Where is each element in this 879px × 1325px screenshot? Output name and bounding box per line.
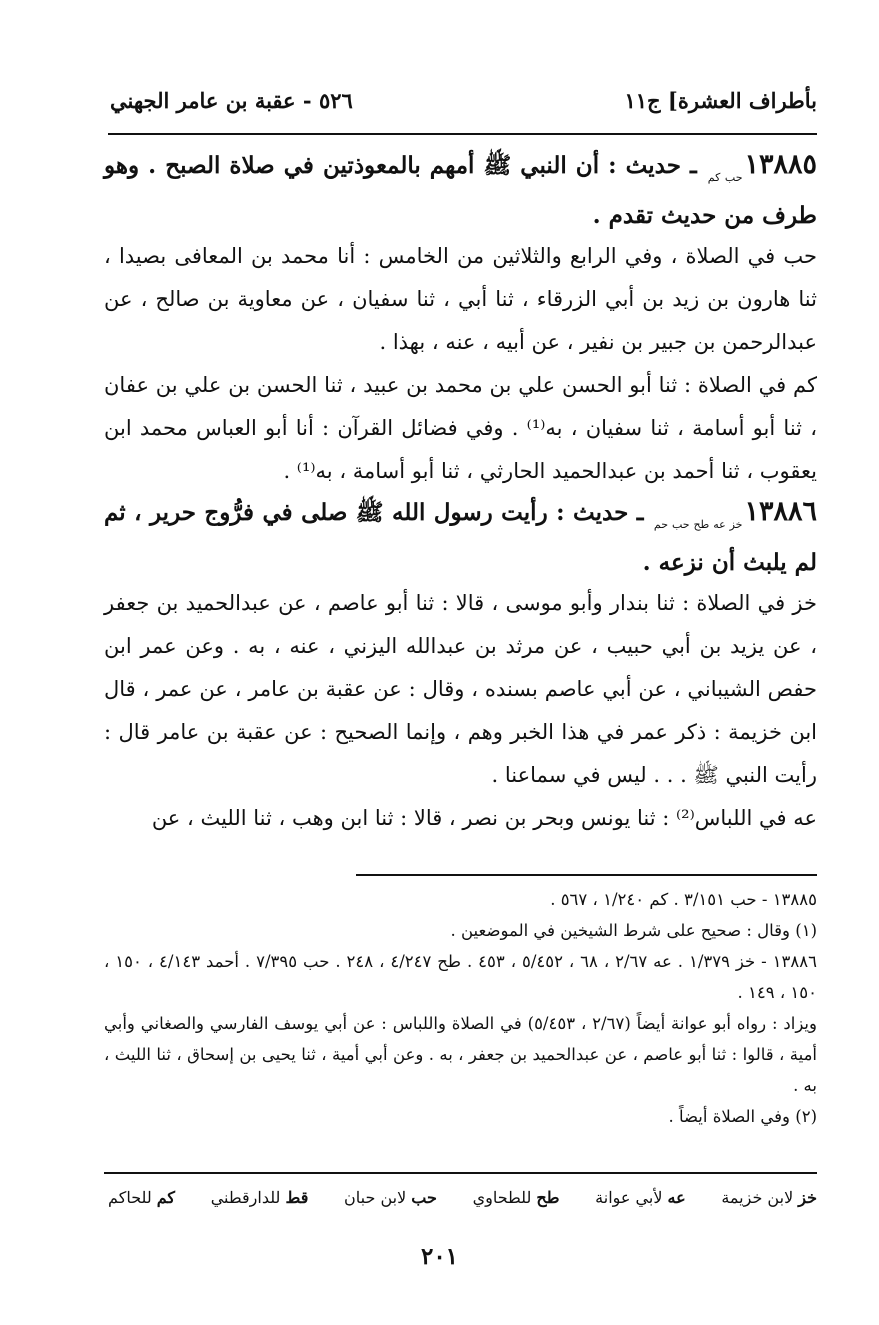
running-header-section: ٥٢٦ - عقبة بن عامر الجهني xyxy=(110,88,353,113)
hadith-text: ـ حديث : أن النبي ﷺ أمهم بالمعوذتين في صلاة الصبح . وهو طرف من حديث تقدم . xyxy=(104,152,817,229)
abbreviation-legend xyxy=(108,1188,817,1207)
footnote: (٢) وفي الصلاة أيضاً . xyxy=(668,1107,817,1126)
legend-item: طح للطحاوي xyxy=(472,1188,560,1207)
hadith-heading-2 xyxy=(104,493,817,582)
paragraph: عه في اللباس⁽²⁾ : ثنا يونس وبحر بن نصر ، قالا : ثنا ابن وهب ، ثنا الليث ، عن xyxy=(151,806,817,830)
paragraph: حب في الصلاة ، وفي الرابع والثلاثين من الخامس : أنا محمد بن المعافى بصيدا ، ثنا هارون بن زيد بن أبي الزرقاء ، ثنا أبي ، ثنا سفيان ، عن معاوية بن صالح ، عن عبدالرحمن بن جبير بن نفير ، عن أبيه ، عنه ، بهذا . xyxy=(104,244,817,354)
page-number: ٢٠١ xyxy=(420,1243,459,1270)
footnote: ويزاد : رواه أبو عوانة أيضاً (٢/٦٧ ، ٥/٤٥٣) في الصلاة واللباس : عن أبي يوسف الفارسي والصغاني وأبي أمية ، قالوا : ثنا أبو عاصم ، عن عبدالحميد بن جعفر ، به . وعن أبي أمية ، ثنا يحيى بن إسحاق ، ثنا الليث ، به . xyxy=(104,1014,817,1095)
footnotes xyxy=(104,884,817,1132)
legend-item: حب لابن حبان xyxy=(344,1188,437,1207)
footnote: (١) وقال : صحيح على شرط الشيخين في الموضعين . xyxy=(450,921,817,940)
hadith-number: ١٣٨٨٦ xyxy=(744,496,817,527)
footnote: ١٣٨٨٦ - خز ١/٣٧٩ . عه ٢/٦٧ ، ٦٨ ، ٥/٤٥٢ ، ٤٥٣ . طح ٤/٢٤٧ ، ٢٤٨ . حب ٧/٣٩٥ . أحمد ٤/١٤٣ ، ١٥٠ ، ١٥٠ ، ١٤٩ . xyxy=(104,952,817,1002)
hadith-text: ـ حديث : رأيت رسول الله ﷺ صلى في فرُّوج حرير ، ثم لم يلبث أن نزعه . xyxy=(104,499,817,576)
legend-item: كم للحاكم xyxy=(108,1188,176,1207)
source-codes: خز عه طح حب حم xyxy=(653,518,743,531)
footnote: ١٣٨٨٥ - حب ٣/١٥١ . كم ١/٢٤٠ ، ٥٦٧ . xyxy=(550,890,817,909)
footnote-divider xyxy=(356,874,817,876)
legend-item: عه لأبي عوانة xyxy=(595,1188,686,1207)
hadith-heading-1 xyxy=(104,146,817,235)
main-text xyxy=(104,146,817,840)
hadith-number: ١٣٨٨٥ xyxy=(744,149,818,180)
running-header-title: بأطراف العشرة] ج١١ xyxy=(624,88,817,113)
paragraph: كم في الصلاة : ثنا أبو الحسن علي بن محمد بن عبيد ، ثنا الحسن بن علي بن عفان ، ثنا أبو أسامة ، ثنا سفيان ، به⁽¹⁾ . وفي فضائل القرآن : أنا أبو العباس محمد ابن يعقوب ، ثنا أحمد بن عبدالحميد الحارثي ، ثنا أبو أسامة ، به⁽¹⁾ . xyxy=(104,373,817,483)
legend-divider xyxy=(104,1172,817,1174)
header-divider xyxy=(108,133,817,135)
source-codes: حب كم xyxy=(707,171,743,184)
paragraph: خز في الصلاة : ثنا بندار وأبو موسى ، قالا : ثنا أبو عاصم ، عن عبدالحميد بن جعفر ، عن يزيد بن أبي حبيب ، عن مرثد بن عبدالله اليزني ، عنه ، به . وعن عمر ابن حفص الشيباني ، عن أبي عاصم بسنده ، وقال : عن عقبة بن عامر ، عن عمر ، قال ابن خزيمة : ذكر عمر في هذا الخبر وهم ، وإنما الصحيح : عن عقبة بن عامر قال : رأيت النبي ﷺ . . . ليس في سماعنا . xyxy=(104,591,817,787)
legend-item: خز لابن خزيمة xyxy=(721,1188,817,1207)
legend-item: قط للدارقطني xyxy=(210,1188,309,1207)
